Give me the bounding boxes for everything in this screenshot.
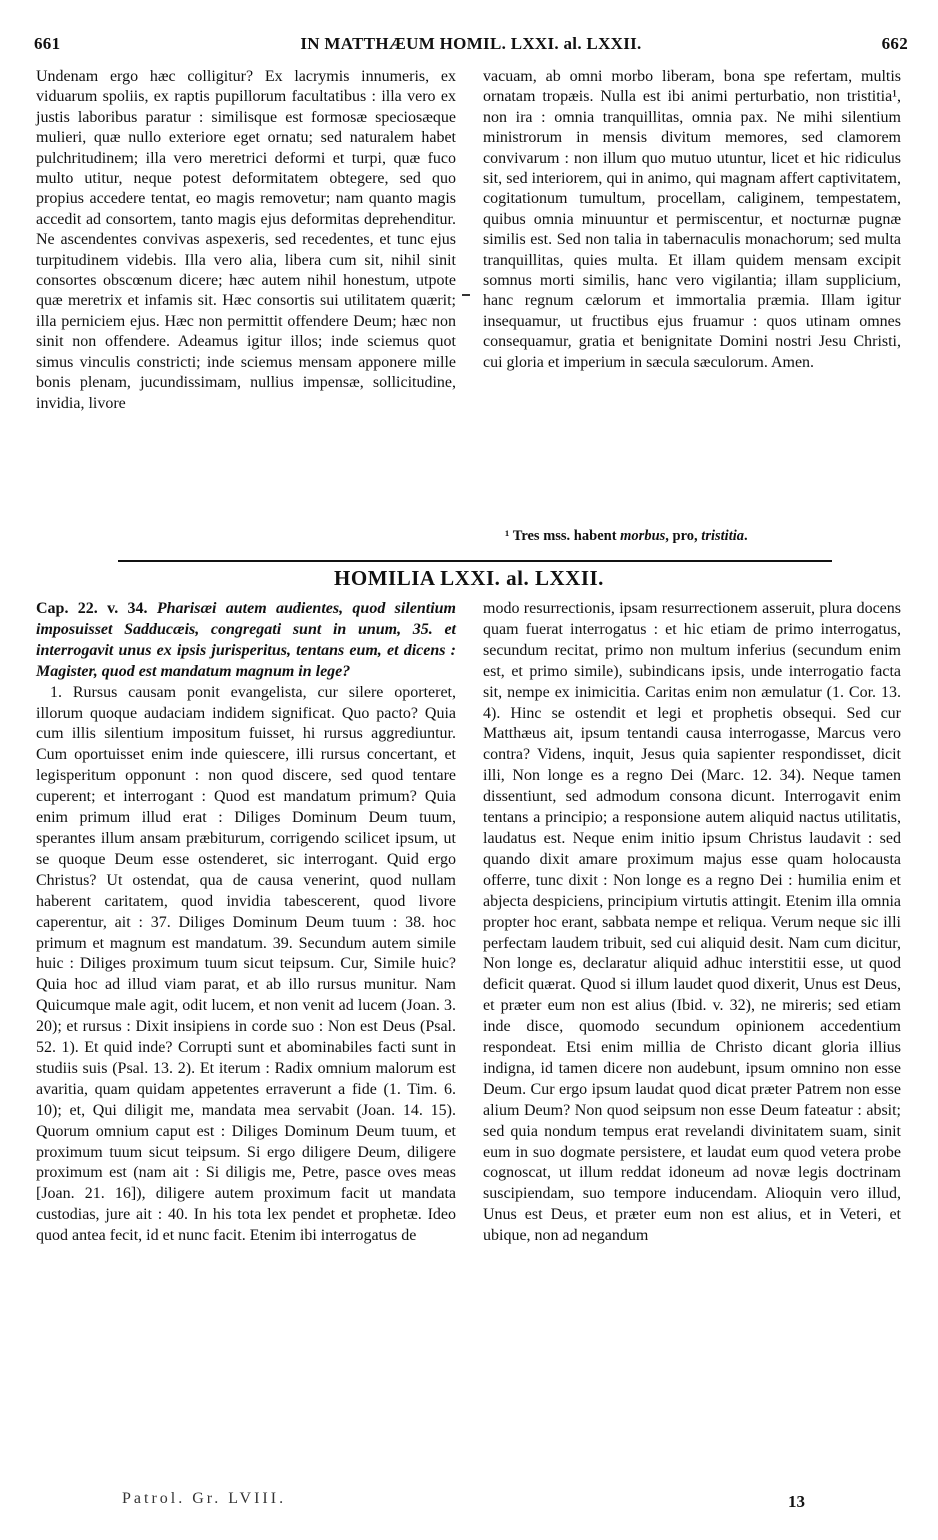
top-right-paragraph: vacuam, ab omni morbo liberam, bona spe refertam, multis ornatam tropæis. Nulla est ibi animi perturbatio, non tristitia¹, non ira : omnia tranquillitas, omnia pax. Ne mihi silentium ministrorum in mensis divitum memores, sed clamorem convivarum : non illum quo mutuo utuntur, licet et hic ridiculus sit, sed interiorem, qui in animo, qui magnam affert captivitatem, cogitationum tumultum, procellam, caliginem, tempestatem, quibus omnia minuuntur et permiscentur, et nocturnæ pugnæ similis est. Sed non talia in tabernaculis monachorum; sed multa tranquillitas, quies multa. Et illam quidem mensam excipit somnus morti similis, hanc vero vigilantia; illam supplicium, hanc regnum cælorum et immortalia præmia. Illam igitur insequamur, ut fructibus ejus fruamur : quos utinam omnes consequamur, gratia et benignitate Domini nostri Jesu Christi, cui gloria et imperium in sæcula sæculorum. Amen. [483,68,901,371]
chapter-reference: Cap. 22. v. 34. [36,600,148,617]
top-left-paragraph: Undenam ergo hæc colligitur? Ex lacrymis innumeris, ex viduarum spoliis, ex raptis pupillorum facultatibus : illa vero ex justis laboribus paratur : similisque est formosæ speciosæque mulieri, quæ nullo exteriore eget ornatu; sed naturalem habet pulchritudinem; illa vero meretrici deformi et turpi, quæ fuco multo utitur, neque potest deformitatem obtegere, sed quo propius accedere tentat, eo magis removetur; nam quanto magis accedit ad consortem, tanto magis ejus deformitas deprehenditur. Ne ascendentes convivas aspexeris, sed recedentes, et tunc ejus turpitudinem videbis. Illa vero alia, libera cum sit, nihil sinit consortes obscœnum dicere; hæc autem nihil honestum, utpote quæ meretrix et infamis sit. Hæc consortis sui utilitatem quærit; illa perniciem ejus. Hæc non permittit offendere Deum; hæc non sinit non offendere. Adeamus igitur illos; inde sciemus quot simus vinculis constricti; inde sciemus mensam apponere mille bonis plenam, jucundissimam, nullius impensæ, sollicitudine, invidia, livore [36,68,456,412]
top-left-column [36,67,456,414]
footnote-text: Tres mss. habent [509,528,621,544]
folio-number: 13 [788,1492,805,1511]
top-right-column [483,67,901,373]
chapter-heading [36,599,456,683]
section-divider [118,560,832,562]
bottom-left-column [36,599,456,1247]
column-marker [462,294,470,296]
bottom-left-paragraph: 1. Rursus causam ponit evangelista, cur silere oporteret, illorum quoque audaciam indidem significat. Quo pacto? Quia cum illis silentium impositum fuisset, hi rursus aggrediuntur. Cum oportuisset enim inde quiescere, illi rursus concertant, et legisperitum opponunt : non quod discere, sed quod tentare cuperent; et interrogant : Quod est mandatum primum? Quia enim primum illud erat : Diliges Dominum Deum tuum, sperantes illum ansam præbiturum, corrigendo scilicet ipsum, ut se quoque Deum esse ostenderet, sic interrogant. Quid ergo Christus? Ut ostendat, qua de causa venerint, quod nullam haberent caritatem, quod invidia tabescerent, quod livore caperentur, ait : 37. Diliges Dominum Deum tuum : 38. hoc primum et magnum est mandatum. 39. Secundum autem simile huic : Diliges proximum tuum sicut teipsum. Cur, Simile huic? Quia hoc ad illud viam parat, et ab illo rursus munitur. Nam Quicumque male agit, odit lucem, et non venit ad lucem (Joan. 3. 20); et rursus : Dixit insipiens in corde suo : Non est Deus (Psal. 52. 1). Et quid inde? Corrupti sunt et abominabiles facti sunt in studiis suis (Psal. 13. 2). Et iterum : Radix omnium malorum est avaritia, quam quidam appetentes erraverunt a fide (1. Tim. 6. 10); et, Qui diligit me, mandata mea servabit (Joan. 14. 15). Quorum omnium caput est : Diliges Dominum Deum tuum, et proximum tuum sicut teipsum. Si ergo diligere Deum, diligere proximum est (nam ait : Si diligis me, Petre, pasce oves meas [Joan. 21. 16]), diligere autem proximum facit ut mandata custodias, jure ait : 40. In his tota lex pendet et prophetæ. Ideo quod antea fecit, id et nunc facit. Etenim ibi interrogatus de [36,683,456,1245]
chapter-verse-text: Pharisæi autem audientes, quod silentium imposuisset Sadducæis, congregati sunt in unum, 35. et interrogavit unus ex ipsis jurisperitus, tentans eum, et dicens : Magister, quod est mandatum magnum in lege? [36,600,456,680]
page-number-right: 662 [881,34,908,53]
signature-mark: Patrol. Gr. LVIII. [122,1490,287,1507]
footnote-mid: , pro, [665,528,702,544]
footnote-word-morbus: morbus [620,528,666,544]
footnote-end: . [744,528,748,544]
footnote [505,528,905,545]
page-number-left: 661 [34,34,61,53]
running-title: IN MATTHÆUM HOMIL. LXXI. al. LXXII. [300,34,642,53]
bottom-right-column [483,599,901,1247]
bottom-right-paragraph: modo resurrectionis, ipsam resurrectionem asseruit, plura docens quam fuerat interrogatus : et hic etiam de primo interrogatus, secundum recitat, primo non multum inferius (secundum enim est, et primo simile), subindicans ipsis, unde interrogatio facta sit, nempe ex inimicitia. Caritas enim non æmulatur (1. Cor. 13. 4). Hinc se ostendit et legi et prophetis obsequi. Sed cur Matthæus ait, ipsum tentandi causa interrogasse, Marcus vero contra? Videns, inquit, Jesus quia sapienter respondisset, dicit illi, Non longe es a regno Dei (Marc. 12. 34). Neque tamen dissentiunt, sed admodum consona dicunt. Interrogavit enim tentans a principio; a responsione autem aliquid nactus utilitatis, laudatus est. Neque enim initio ipsum Christus laudavit : sed quando dixit amare proximum majus esse quam holocausta offerre, tunc dixit : Non longe es a regno Dei : humilia enim et abjecta despiciens, principium virtutis attingit. Etenim illa omnia propter hoc erant, sabbata nempe et reliqua. Verum neque sic illi perfectam laudem tribuit, sed cui aliquid desit. Nam cum dicitur, Non longe es, declaratur aliquid adhuc interstitii esse, ut quod deficit quærat. Quod si illum laudet quod dixerit, Unus est Deus, et præter eum non est alius (Ibid. v. 32), ne mireris; sed etiam inde disce, quomodo secundum opinionem accedentium respondeat. Etsi enim millia de Christo dicant gloria illius indigna, id tamen dicere non audebunt, ipsum omnino non esse Deum. Cur ergo ipsum laudat quod dicat præter Patrem non esse alium Deum? Non quod seipsum non esse Deum fateatur : absit; sed quia nondum tempus erat revelandi divinitatem suam, sinit eum in suo dogmate persistere, et laudat eum quod vetera probe cognoscat, ut illum reddat idoneum ad novæ legis doctrinam suscipiendam, suo tempore inducendam. Alioquin vero illud, Unus est Deus, et præter eum non est alius, et in Veteri, et ubique, non ad negandum [483,600,901,1245]
running-header [34,34,908,62]
footnote-word-tristitia: tristitia [701,528,745,544]
footnote-mark: ¹ [505,528,510,544]
homily-title: HOMILIA LXXI. al. LXXII. [334,566,604,590]
